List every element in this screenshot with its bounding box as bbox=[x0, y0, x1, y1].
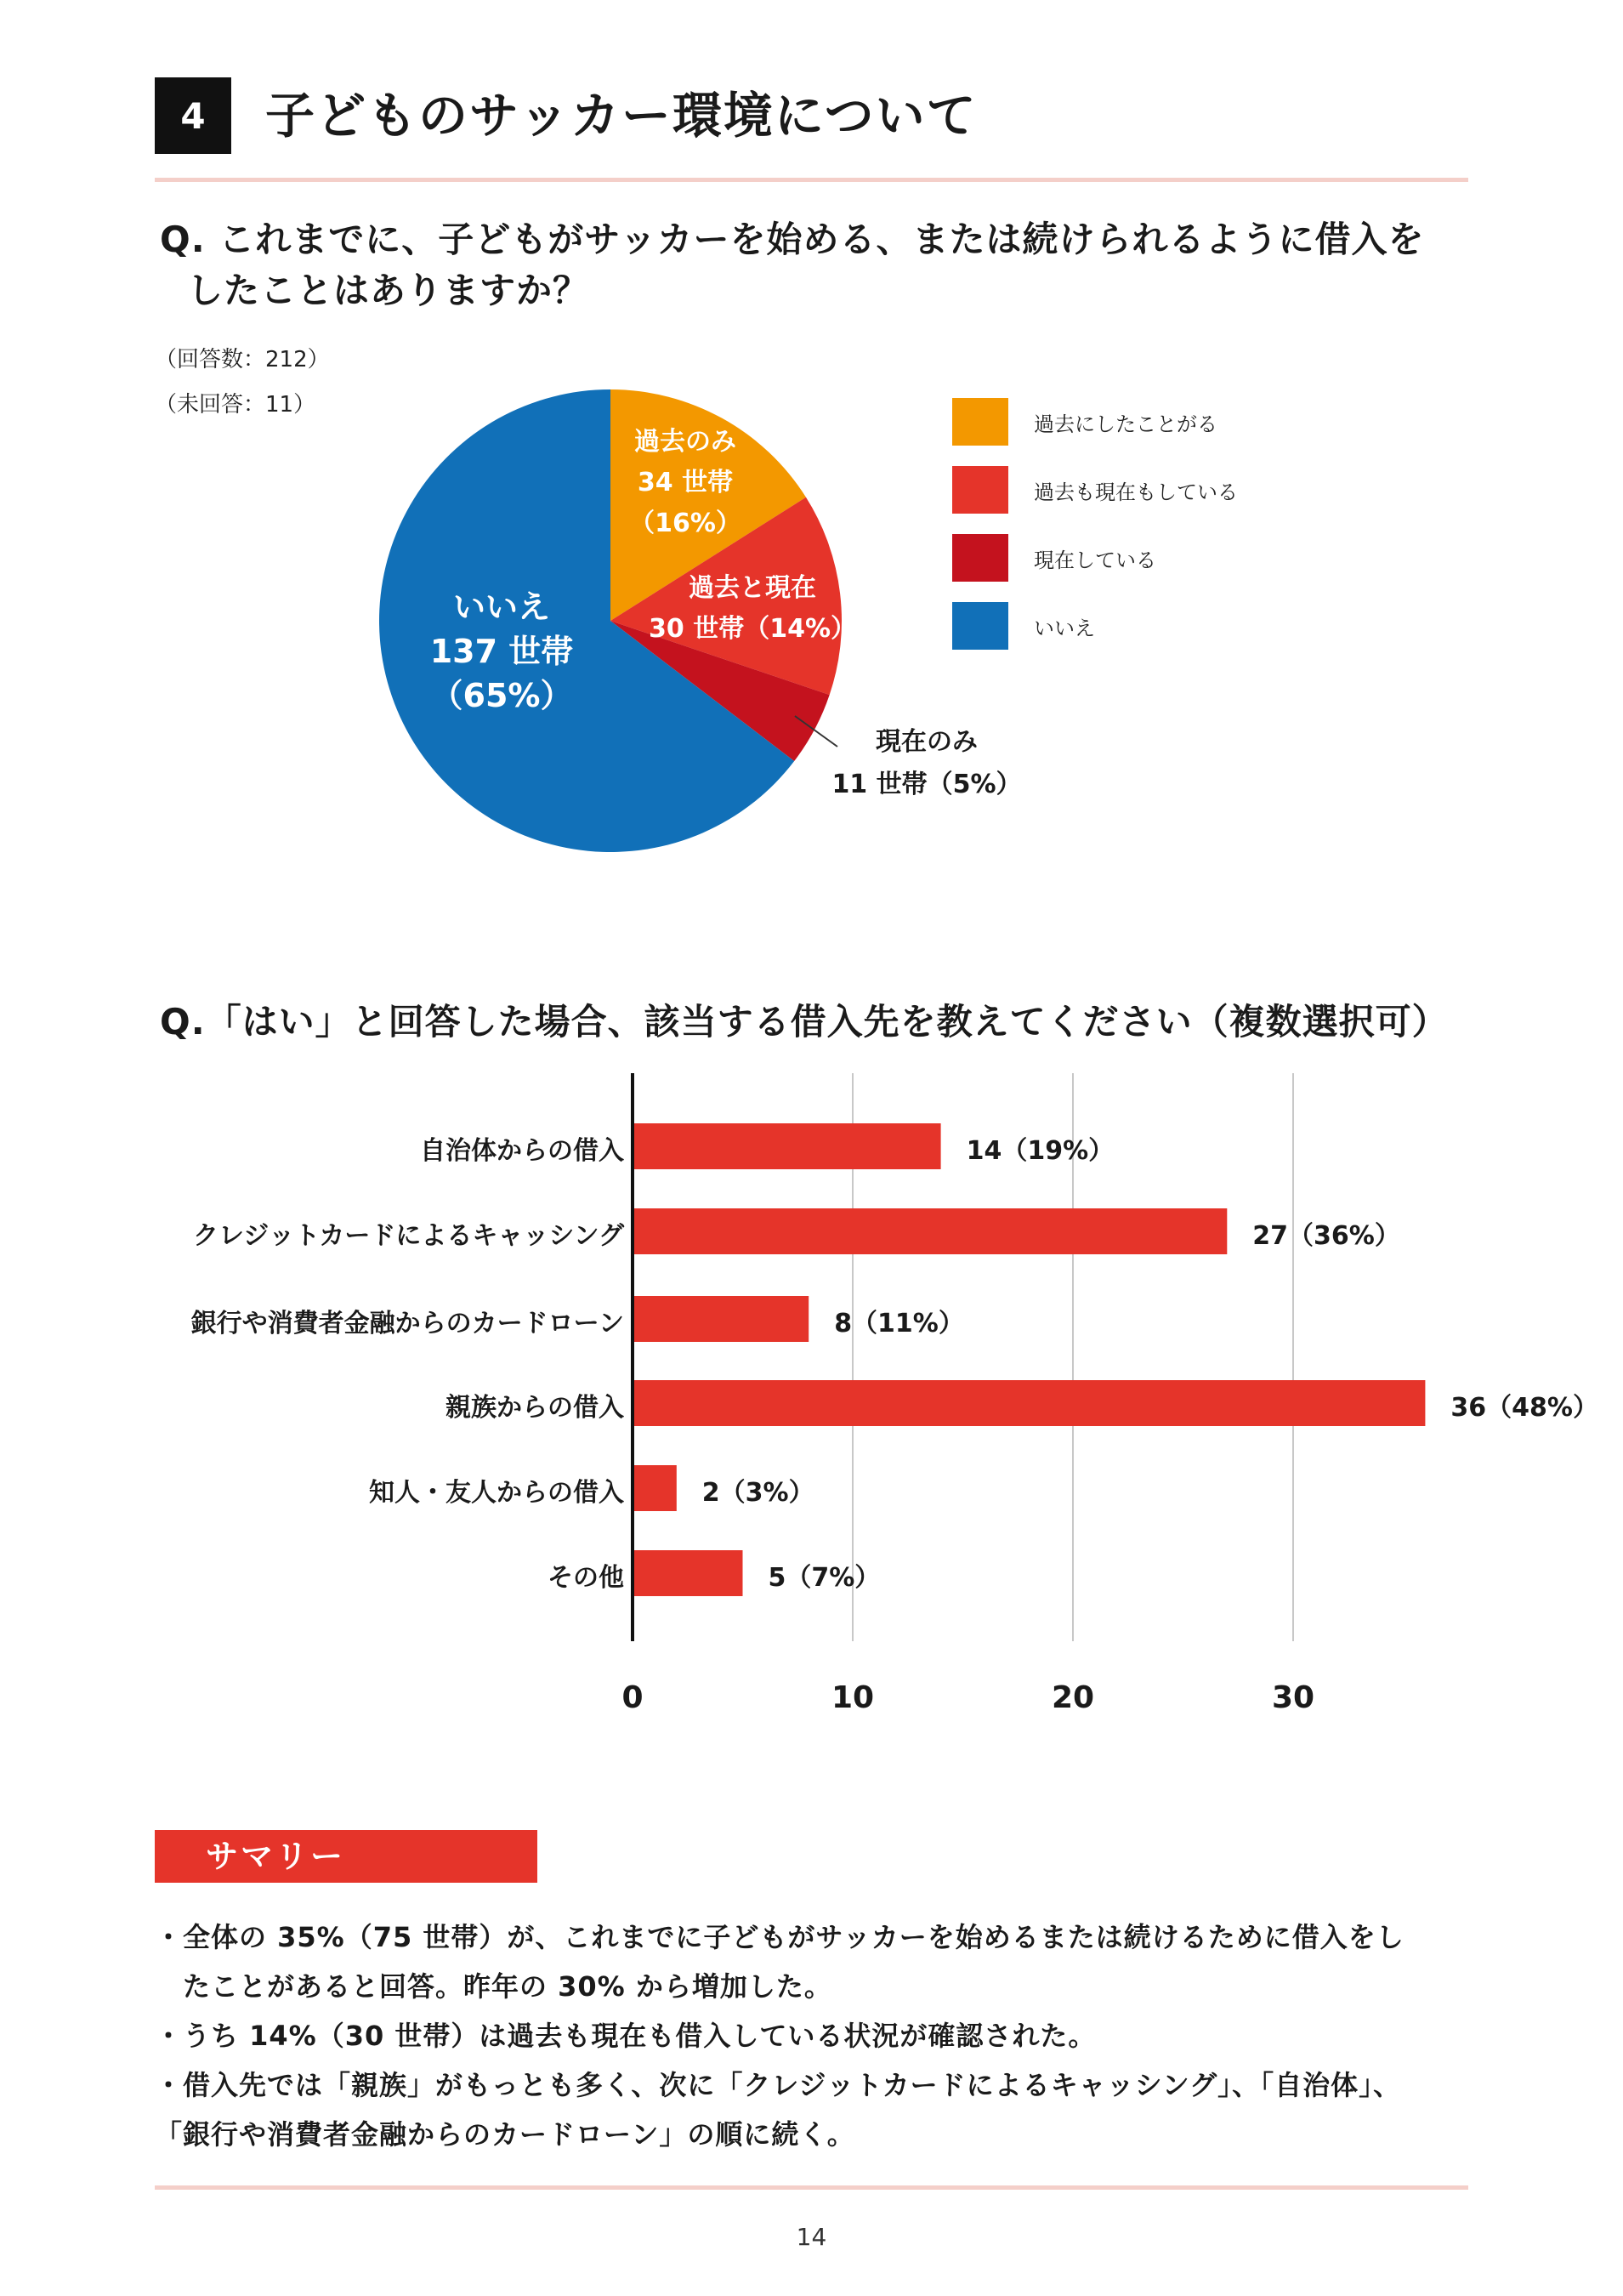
bar-2 bbox=[633, 1208, 1227, 1254]
question-1-line-2: したことはありますか？ bbox=[187, 270, 590, 311]
summary-line-1: ・全体の 35%（75 世帯）が、これまでに子どもがサッカーを始めるまたは続けるために借入をし bbox=[155, 1921, 1405, 1953]
x-tick-label: 10 bbox=[831, 1680, 875, 1715]
bar-value-label: 8（11%） bbox=[834, 1309, 964, 1338]
bar-value-label: 5（7%） bbox=[768, 1563, 881, 1593]
x-tick-label: 20 bbox=[1051, 1680, 1095, 1715]
x-tick-label: 30 bbox=[1271, 1680, 1315, 1715]
bar-5 bbox=[633, 1465, 677, 1511]
pie-label-past-percent: （16%） bbox=[629, 509, 741, 538]
section-title: 子どものサッカー環境について bbox=[265, 87, 978, 145]
page-number: 14 bbox=[796, 2223, 827, 2251]
legend-swatch-both bbox=[952, 466, 1008, 514]
legend-label-past: 過去にしたことがる bbox=[1034, 412, 1217, 436]
bar-value-label: 36（48%） bbox=[1450, 1393, 1598, 1423]
summary-line-2: たことがあると回答。昨年の 30% から増加した。 bbox=[155, 1970, 832, 2003]
bar-category-label: その他 bbox=[548, 1563, 624, 1593]
bar-category-label: クレジットカードによるキャッシング bbox=[193, 1221, 624, 1251]
summary-line-3: ・うち 14%（30 世帯）は過去も現在も借入している状況が確認された。 bbox=[155, 2020, 1097, 2052]
legend-swatch-no bbox=[952, 602, 1008, 650]
legend-swatch-past bbox=[952, 398, 1008, 446]
bar-4 bbox=[633, 1380, 1425, 1426]
bar-1 bbox=[633, 1123, 941, 1169]
bar-value-label: 14（19%） bbox=[966, 1136, 1115, 1166]
legend-item-no bbox=[952, 602, 1095, 650]
pie-label-now-title: 現在のみ bbox=[876, 727, 978, 757]
bar-category-label: 知人・友人からの借入 bbox=[369, 1478, 624, 1508]
pie-label-past-title: 過去のみ bbox=[634, 427, 736, 457]
no-response-count: （未回答：11） bbox=[155, 392, 316, 418]
bottom-divider bbox=[155, 2185, 1468, 2190]
summary-line-5: 「銀行や消費者金融からのカードローン」の順に続く。 bbox=[155, 2118, 855, 2151]
legend-item-current bbox=[952, 534, 1156, 582]
question-2-title: Q.「はい」と回答した場合、該当する借入先を教えてください（複数選択可） bbox=[160, 1001, 1449, 1043]
legend-label-current: 現在している bbox=[1034, 548, 1156, 572]
question-1-line-1: Q. これまでに、子どもがサッカーを始める、または続けられるように借入を bbox=[160, 219, 1425, 260]
pie-label-now-count: 11 世帯（5%） bbox=[831, 770, 1022, 799]
pie-label-no bbox=[400, 585, 604, 718]
pie-label-both-title: 過去と現在 bbox=[689, 573, 816, 603]
summary-heading: サマリー bbox=[155, 1830, 537, 1883]
pie-label-past-count: 34 世帯 bbox=[637, 468, 734, 497]
pie-label-both-count: 30 世帯（14%） bbox=[649, 614, 856, 644]
pie-label-past-only bbox=[600, 422, 770, 544]
bar-3 bbox=[633, 1296, 809, 1342]
pie-label-past-and-current bbox=[642, 568, 863, 650]
legend-item-both bbox=[952, 466, 1238, 514]
response-count: （回答数：212） bbox=[155, 347, 330, 372]
section-number: 4 bbox=[155, 77, 231, 154]
bar-value-label: 27（36%） bbox=[1252, 1221, 1400, 1251]
bar-value-label: 2（3%） bbox=[701, 1478, 814, 1508]
bar-category-label: 親族からの借入 bbox=[445, 1393, 624, 1423]
bar-category-label: 銀行や消費者金融からのカードローン bbox=[190, 1309, 624, 1338]
pie-label-no-percent: （65%） bbox=[430, 677, 573, 714]
bar-category-label: 自治体からの借入 bbox=[420, 1136, 624, 1166]
pie-label-no-title: いいえ bbox=[452, 588, 550, 626]
pie-label-no-count: 137 世帯 bbox=[429, 633, 574, 670]
pie-chart bbox=[0, 0, 1623, 901]
legend-swatch-current bbox=[952, 534, 1008, 582]
pie-label-current-only bbox=[820, 721, 1033, 806]
x-tick-label: 0 bbox=[621, 1680, 644, 1715]
legend-label-both: 過去も現在もしている bbox=[1034, 480, 1238, 504]
summary-line-4: ・借入先では「親族」がもっとも多く、次に「クレジットカードによるキャッシング」、「自治体」、 bbox=[155, 2069, 1402, 2101]
legend-label-no: いいえ bbox=[1034, 616, 1095, 640]
legend-item-past bbox=[952, 398, 1217, 446]
bar-chart bbox=[0, 1063, 1623, 1743]
bar-6 bbox=[633, 1550, 743, 1596]
